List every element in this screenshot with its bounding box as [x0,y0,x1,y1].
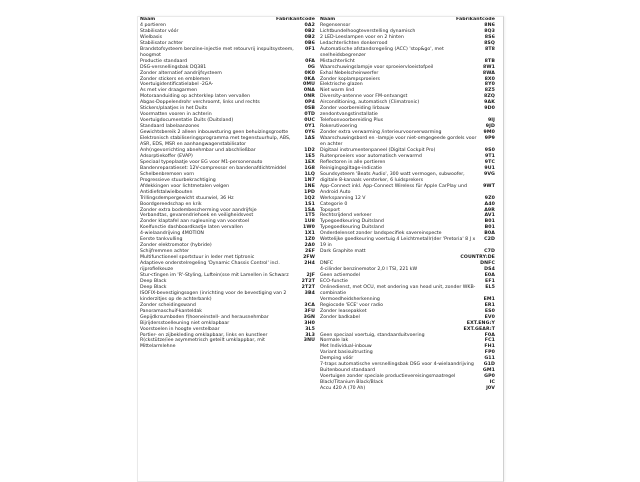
option-name: Waarschuwingsbord en -lampje voor niet-omgegeede gordels voor en achter [320,136,477,148]
option-name: Onderdelenset zonder landspecifiek savereinspecte [320,231,442,237]
option-name: Eerste tankvulling [140,237,183,243]
option-name: Elektronisch stabiliseringsprogramma met tegenstuurhulp, ABS, ASR, EDS, MSR en aanhangwagenstabilisator [140,136,291,148]
option-name: Bandenreparatieset: 12V-compressor en bandenafdichtmiddel [140,165,287,171]
option-code: 2EF [305,249,315,255]
option-name: Zonder scheidingswand [140,302,196,308]
option-name: Vermoedheidsherkenning [320,296,380,302]
option-code: B0A [484,231,495,237]
option-code: 1Q2 [304,195,315,201]
option-code: ER1 [484,302,495,308]
table-row [320,285,495,297]
option-code: 0NR [303,94,315,100]
option-name: Brandstofsysteem benzine-injectie met retourvrij inspuitsysteem, hoogmot [140,46,294,58]
option-code: A9R [484,207,495,213]
option-name: Wielbasis [140,34,163,40]
option-code: 8W1 [483,64,495,70]
option-name: Zonder elektromotor (hybride) [140,243,212,249]
option-code: F0A [484,332,495,338]
option-name: Exhal NebeIscheinwerfer [320,70,379,76]
option-code: EF1 [485,278,495,284]
option-code: C7D [484,249,495,255]
option-name: 4-cilinder benzinemotor 2,0 l TSI, 221 kW [320,267,418,273]
option-name: Rokerutivoering [320,124,358,130]
option-name: Adsorptiekoffer (EVAP) [140,153,193,159]
option-name: As met vier draagarmen [140,88,198,94]
option-code: 9WT [483,183,495,189]
option-code: 2H4 [304,261,315,267]
option-name: Gewichtsbereik 2 alleen inbouwsturing geen behuizingsgrootte [140,130,289,136]
option-code: 1LQ [304,171,315,177]
option-name: Soundsysteem 'Beats Audio', 300 watt vermogen, subwoofer, digitale 8-kanaals versterker, 6 luidsprekers [320,171,465,183]
option-name: Schijfremmen achter [140,249,190,255]
option-code: COUNTRY:DE [460,255,495,261]
option-code: 8X0 [484,76,495,82]
option-name: Ledachterlichten donkerrood [320,40,388,46]
option-code: 9M0 [483,130,495,136]
option-name: 4 portieren [140,22,166,28]
option-name: Met Individual-inbouw [320,344,372,350]
option-code: EV0 [484,314,495,320]
right-column [320,17,495,392]
option-code: 9P9 [484,136,495,142]
option-code: FH1 [484,344,495,350]
option-code: 3B4 [304,290,315,296]
option-code: EXT.ENG:Y [466,320,495,326]
option-name: Buitenbound standaard [320,368,376,374]
table-row [320,386,495,392]
option-name: Variant basisuitrusting [320,350,373,356]
option-name: Typegoedkeuring Duitsland [320,219,384,225]
option-code: G11 [484,356,495,362]
table-row [320,136,495,148]
option-code: 0B2 [304,34,315,40]
option-name: Rechtsrijdend verkeer [320,213,372,219]
option-name: Boordgereedschap en krik [140,201,202,207]
option-code: 8Y0 [484,82,495,88]
option-code: IC [489,380,495,386]
option-code: 8SQ [484,40,495,46]
option-code: GM1 [482,368,495,374]
option-name: Stabilisator vóór [140,28,179,34]
option-code: 0P4 [304,100,315,106]
option-code: 0Y6 [304,130,315,136]
option-code: 3GN [303,314,315,320]
option-name: Reinigingsgiltage-indicatie [320,165,383,171]
option-name: Adaptieve onderstelregeling 'Dynamic Chassis Control' incl. rijprofielkeuze [140,261,280,273]
option-code: 9T1 [484,153,495,159]
option-code: 2JF [306,272,315,278]
option-name: Automatische afstandsregeling (ACC) 'stop&go', met snelheidsbegrenzer [320,46,444,58]
option-name: Dark Graphite matt [320,249,366,255]
option-name: Digitaal instrumentenpaneel (Digital Cockpit Pro) [320,147,436,153]
option-code: 3NU [303,338,315,344]
option-name: Black/Titanium Black/Black [320,380,384,386]
option-code: 2T2T [301,278,315,284]
option-name: 7-traps automatische versnellingsbak DSG voor 4-wielaandrijving [320,362,474,368]
option-name: Speciaal typeplaatje voor EG voor M1-personenauto [140,159,263,165]
option-name: Verbandtas, gevarendriehoek en veiligheidsvest [140,213,254,219]
option-code: 8TB [484,58,495,64]
option-name: Telefoonvoorbereiding Plus [320,118,384,124]
option-name: Progressieve stuurbekrachtiging [140,177,216,183]
option-name: R(ckstütze/iee asymmetrisch geteilt umklappbar, mit Mittelarmlehne [140,338,265,350]
option-code: 9AK [484,100,495,106]
option-name: Voertuigdocumentatie Duits (Duitsland) [140,118,234,124]
option-code: 2A0 [304,243,315,249]
option-code: AV1 [484,213,495,219]
option-name: zendontvangstinstallatie [320,112,378,118]
option-code: 1NE [304,183,315,189]
option-name: 4-wielaandrijving 4MOTION [140,231,204,237]
option-name: Accu 420 A (70 Ah) [320,386,366,392]
option-code: 1W0 [303,225,315,231]
option-name: Panoramaschuif-kanteldak [140,308,202,314]
option-name: Trillingsdempergewicht stuurwiel, 36 Hz [140,195,234,201]
option-code: 1N7 [304,177,315,183]
option-name: Zonder klaptafel aan rugleuning van voorstoel [140,219,250,225]
option-code: 1PD [304,189,315,195]
option-code: 2T2T [301,284,315,290]
option-name: Waarschuwingslampje voor sproeiervloeistofpeil [320,64,434,70]
option-name: Diversity-antenne voor FM-ontvangst [320,94,408,100]
option-code: 9TC [484,159,495,165]
option-code: 0G [307,64,315,70]
option-code: 0TD [304,112,315,118]
table-row [320,237,495,249]
option-code: 1Z0 [304,237,315,243]
code-header: Fabrikantcode [275,17,315,22]
option-code: 2FW [303,255,315,261]
option-name: Topsport [320,207,340,213]
option-name: Niet warm lind [320,88,355,94]
option-name: Stabilisator achter [140,40,184,46]
option-name: Deep Black [140,284,167,290]
option-code: 3L5 [305,326,315,332]
option-code: 0F1 [304,46,315,52]
option-name: Zonder badkabel [320,314,360,320]
table-row [140,47,315,59]
option-name: Abgas-Doppelendrohr verchroomt, links und rechts [140,100,260,106]
option-code: GP0 [484,374,495,380]
option-name: Zonder alternatief aandrijfsysteem [140,70,222,76]
left-column [140,17,315,350]
option-code: 1X1 [304,231,315,237]
option-code: 1AS [304,136,315,142]
option-code: C2D [484,237,495,243]
table-row [320,184,495,196]
option-code: 8ZQ [484,94,495,100]
option-name: Antidiefstalwielbouten [140,189,193,195]
option-code: 0FA [305,58,315,64]
option-name: Voertuigidentificatielabel -2GA- [140,82,214,88]
option-name: DNFC [320,261,334,267]
document-page [137,16,504,482]
option-name: Lichtbundelhoogteverstelling dynamisch [320,28,416,34]
option-code: 8Q3 [484,28,495,34]
option-code: B01 [484,225,495,231]
option-code: 0KA [304,76,315,82]
option-name: Stur<ťingen im 'R'-Styling, Luftein(sse mit Lamellen in Schwarz [140,272,289,278]
option-code: 8Z5 [484,88,495,94]
option-code: 1EX [304,159,315,165]
option-name: ISOFIX-bevestigingsogen (inrichting voor de bevestiging van 2 kinderzitjes op de achterbank) [140,290,287,302]
option-name: Werkspanning 12 V [320,195,366,201]
option-name: Zonder extra verwarming /interieurvoorverwarming [320,130,442,136]
option-name: Schelbenbremsen vorn [140,171,195,177]
option-code: 1S1 [304,201,315,207]
option-code: 0Y1 [304,124,315,130]
option-code: 0NA [303,88,315,94]
option-code: FC1 [484,338,495,344]
option-code: 1E5 [304,153,315,159]
option-name: Onlinedienst, met OCU, met ondering van head unit, zonder WKB-combinatie [320,284,476,296]
option-code: 8WA [482,70,495,76]
option-name: Mistachterlicht [320,58,355,64]
option-code: A40 [484,201,495,207]
option-name: Gepijdkrsumboden f(hoeneinstell- and herausnehmbar [140,314,269,320]
option-name: Zonder stickers en emblemen [140,76,211,82]
option-name: Voorstoelen in hoogte verstelbaar [140,326,220,332]
option-name: Airconditioning, automatisch (Climatronic) [320,100,420,106]
option-code: 0SB [304,106,315,112]
option-name: Stickers/plaatjes in het Duits [140,106,208,112]
option-code: 0UC [304,118,315,124]
code-header: Fabrikantcode [455,17,495,22]
option-code: 9S0 [484,147,495,153]
option-code: 8N6 [484,22,495,28]
option-name: Multifunctioneel sportstuur in leder met tiptronic [140,255,255,261]
option-code: 9VG [483,171,495,177]
table-row [140,261,315,273]
option-name: Bijrijdersstoelleuning niet omklapbaar [140,320,230,326]
option-code: EXT.GEAR:T [463,326,495,332]
option-name: Geen speciaal voertuig, standaarduitvoering [320,332,425,338]
option-name: Typegoedkeuring Duitsland [320,225,384,231]
option-code: 0B2 [304,28,315,34]
option-code: 1D2 [304,147,315,153]
option-code: 9JD [485,124,495,130]
option-code: E0A [484,272,495,278]
option-name: Zonder koplampsproeiers [320,76,380,82]
option-name: Voertuigen zonder speciale productievereisingsmaatregel [320,374,456,380]
option-name: App-Connect inkl. App-Connect Wireless für Apple CarPlay und Android Auto [320,183,467,195]
option-name: Motoraanduiding op achterklep laten vervallen [140,94,251,100]
option-name: Zonder extra bodembescherming voor aandrijfsje [140,207,257,213]
option-name: Regiocode 'ECE' voor radio [320,302,384,308]
option-code: ES0 [484,308,495,314]
option-code: 1T5 [304,213,315,219]
option-name: Elektrische glazen [320,82,363,88]
option-code: FP0 [484,350,495,356]
option-name: Reflectoren in alle portieren [320,159,386,165]
option-code: 0A2 [304,22,315,28]
name-header: Naam [140,17,156,22]
name-header: Naam [320,17,336,22]
option-name: Normale lak [320,338,349,344]
option-name: DSG-versnellingsbak DQ381 [140,64,207,70]
option-code: DS4 [484,267,495,273]
option-name: Ruitenproeiers voor automatisch verwarmd [320,153,422,159]
option-code: 1U8 [304,219,315,225]
option-code: 3L3 [305,332,315,338]
option-name: Geen actiemodel [320,272,360,278]
option-code: 0MU [302,82,315,88]
option-code: 8T8 [484,46,495,52]
option-code: EL5 [485,284,495,290]
option-name: Demping vóór [320,356,354,362]
table-row [320,47,495,59]
table-row [140,291,315,303]
option-code: 9IJ [487,118,495,124]
option-code: G1D [483,362,495,368]
option-code: 3CA [304,302,315,308]
option-code: 9U1 [484,165,495,171]
option-name: Anh(ngevorrichting abnehmbar und abschließbar [140,147,256,153]
option-name: Zonder voorbereiding lirbauw [320,106,390,112]
option-name: Portier- en zijbekleding omklapbaar, links en kunstleer [140,332,268,338]
option-name: Deep Black [140,278,167,284]
option-code: 9Z0 [484,195,495,201]
option-name: Regensensor [320,22,351,28]
option-code: DNFC [480,261,495,267]
option-name: ECO-functie [320,278,348,284]
option-code: 1SA [304,207,315,213]
option-name: Voormatten vooren in achterin [140,112,212,118]
option-name: Productie standaard [140,58,188,64]
option-code: 9D0 [484,106,495,112]
option-name: Categorie 0 [320,201,348,207]
table-row [140,338,315,350]
option-code: 3FU [304,308,315,314]
option-code: EM1 [483,296,495,302]
option-name: 2 LED-Leeslampen voor en 2 hinten [320,34,404,40]
option-code: B01 [484,219,495,225]
option-code: 8S6 [484,34,495,40]
option-name: Koelfunctie dashboardkastje laten vervallen [140,225,243,231]
option-code: 3H0 [304,320,315,326]
option-name: Afdekkingen voor lichtmetalen velgen [140,183,230,189]
option-name: Wettelijke goedkeuring voertuig 4 Leichtmetallr(der 'Pretoria' 8 J x 19 in [320,237,476,249]
option-code: 0K0 [304,70,315,76]
option-code: J0V [486,386,495,392]
option-code: 0B6 [304,40,315,46]
option-name: Standaard labelaanzones [140,124,200,130]
option-code: 1G8 [304,165,315,171]
option-name: Zonder leasepakket [320,308,367,314]
table-row [140,136,315,148]
table-row [320,172,495,184]
